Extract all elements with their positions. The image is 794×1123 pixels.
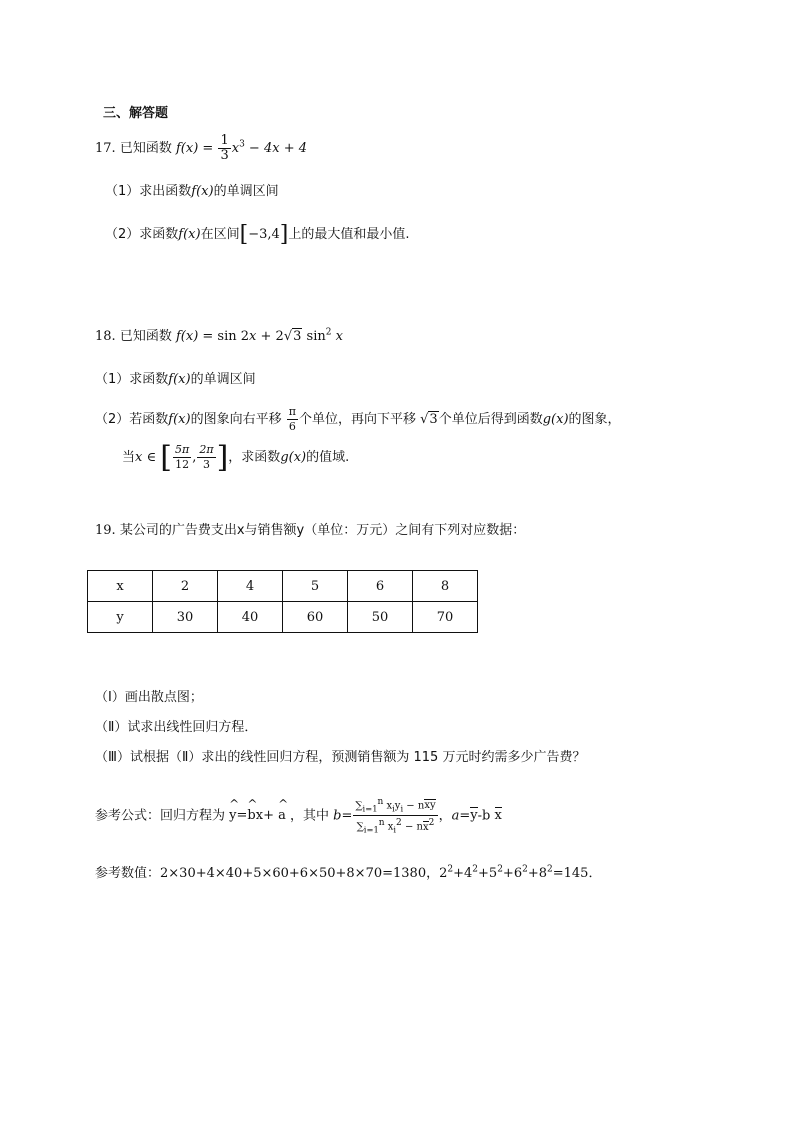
table-cell: 70 xyxy=(413,602,478,633)
question-18 xyxy=(95,325,343,344)
q18-part1-suffix: 的单调区间 xyxy=(190,372,256,387)
section-title: 三、解答题 xyxy=(103,106,169,121)
formula-label: 参考公式：回归方程为 xyxy=(95,808,226,824)
ref-values: 2×30+4×40+5×60+6×50+8×70=1380， xyxy=(160,866,440,881)
table-cell: 5 xyxy=(283,571,348,602)
question-stem: 已知函数 xyxy=(119,141,172,156)
question-stem: 某公司的广告费支出x与销售额y（单位：万元）之间有下列对应数据： xyxy=(119,523,526,538)
q17-part2-mid: 在区间 xyxy=(200,227,240,242)
question-17 xyxy=(95,134,307,163)
q18-part2-f: 当 xyxy=(122,450,136,465)
q18-part1: （1）求函数f(x)的单调区间 xyxy=(95,372,256,387)
q18-part2-line1: （2）若函数f(x)的图象向右平移 $\frac{\pi}{6}$ 个单位，再向下平移 √3个单位后得到函数g(x)的图象， xyxy=(95,405,621,433)
q17-part2: （2）求函数f(x)在区间[−3,4]上的最大值和最小值. xyxy=(105,222,410,247)
question-19 xyxy=(95,519,525,538)
formula-f17: f(x) = $\frac{1}{3}$ $x^3 - 4x + 4$ xyxy=(175,133,307,163)
q17-part1-suffix: 的单调区间 xyxy=(213,184,279,199)
question-stem: 已知函数 xyxy=(119,329,172,344)
table-cell: 60 xyxy=(283,602,348,633)
table-cell: 40 xyxy=(218,602,283,633)
table-row xyxy=(88,571,478,602)
question-number: 19. xyxy=(95,523,116,538)
q19-part2: （Ⅱ）试求出线性回归方程． xyxy=(95,720,258,735)
q18-part2-e: 的图象， xyxy=(568,412,621,427)
b-fraction: $\frac{\sum_{i=1}^n x_iy_i - nxy}{\sum_{i=1}^n x_i^2 - nx^2}$ xyxy=(355,797,436,835)
data-table xyxy=(87,570,478,633)
question-number: 18. xyxy=(95,329,116,344)
table-header-x: x xyxy=(88,571,153,602)
q19-part3: （Ⅲ）试根据（Ⅱ）求出的线性回归方程，预测销售额为 115 万元时约需多少广告费？ xyxy=(95,750,586,765)
formula-f18: f(x) = sin 2x + 2√3 $\sin^2 x$ xyxy=(175,327,343,344)
q18-part2-b: 的图象向右平移 xyxy=(190,412,282,427)
q18-part2-g: ，求函数 xyxy=(228,450,281,465)
table-cell: 8 xyxy=(413,571,478,602)
q17-part1-prefix: （1）求出函数 xyxy=(105,184,192,199)
regression-equation: ^ y=^ bx+ ^ a xyxy=(229,808,286,823)
table-cell: 6 xyxy=(348,571,413,602)
table-row xyxy=(88,602,478,633)
q18-part2-line2: 当x ∈ [ $\frac{5\pi}{12}$ , $\frac{2\pi}{3}$ ]，求函数g(x)的值域. xyxy=(122,440,350,475)
q18-part2-c: 个单位，再向下平移 xyxy=(298,412,416,427)
ref-label: 参考数值： xyxy=(95,866,161,881)
table-cell: 50 xyxy=(348,602,413,633)
table-cell: 30 xyxy=(153,602,218,633)
table-cell: 4 xyxy=(218,571,283,602)
question-number: 17. xyxy=(95,141,116,156)
formula-mid: ，其中 xyxy=(290,808,330,824)
q17-part1: （1）求出函数f(x)的单调区间 xyxy=(105,184,279,199)
q19-part1: （Ⅰ）画出散点图； xyxy=(95,690,203,705)
reference-formula: 参考公式：回归方程为 ^ y=^ bx+ ^ a ，其中 b= $\frac{\sum_{i=1}^n x_iy_i - nxy}{\sum_{i=1}^n x_i^2 - nx^2}$ ，a=y-b x xyxy=(95,795,502,837)
q17-part2-prefix: （2）求函数 xyxy=(105,227,179,242)
q18-part1-prefix: （1）求函数 xyxy=(95,372,169,387)
ref-squares: $2^2+4^2+5^2+6^2+8^2=145$． xyxy=(439,864,602,881)
table-header-y: y xyxy=(88,602,153,633)
table-cell: 2 xyxy=(153,571,218,602)
q18-part2-a: （2）若函数 xyxy=(95,412,169,427)
q18-part2-d: 个单位后得到函数 xyxy=(438,412,543,427)
q17-part2-suffix: 上的最大值和最小值. xyxy=(288,227,410,242)
reference-values xyxy=(95,862,601,881)
q18-part2-h: 的值域. xyxy=(306,450,350,465)
